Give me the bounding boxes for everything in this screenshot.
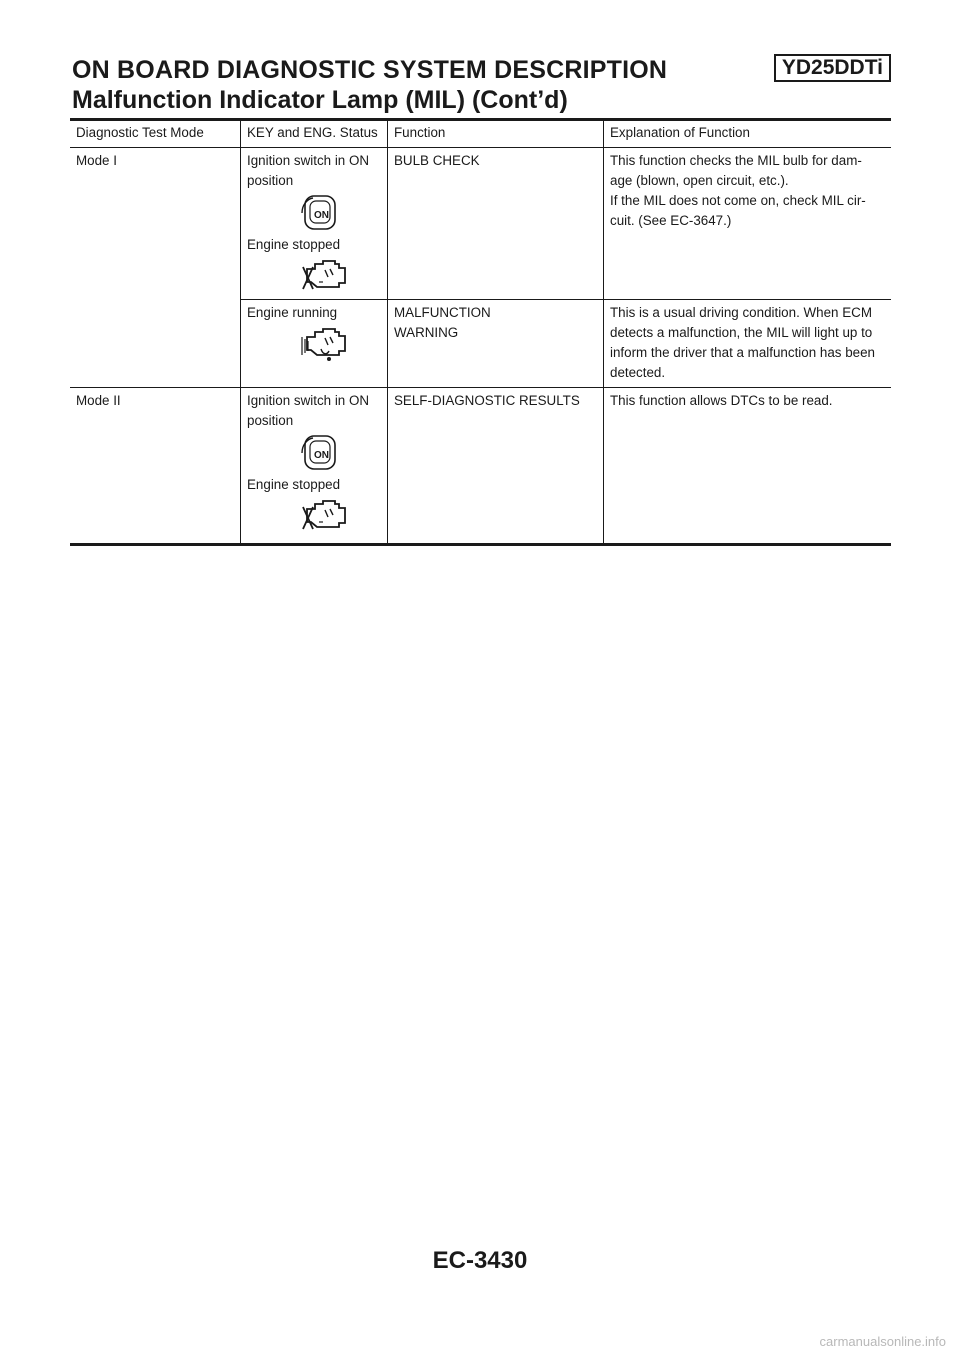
engine-stopped-icon bbox=[299, 257, 353, 293]
function-text: MALFUNCTION bbox=[394, 305, 491, 320]
site-watermark: carmanualsonline.info bbox=[819, 1334, 946, 1349]
status-text: Engine stopped bbox=[247, 237, 341, 252]
icon-on-label: ON bbox=[314, 210, 329, 221]
page-header bbox=[70, 52, 891, 118]
status-text: Engine running bbox=[247, 305, 338, 320]
status-text: Ignition switch in ON bbox=[247, 153, 370, 168]
engine-running-icon bbox=[299, 325, 353, 365]
column-header-mode: Diagnostic Test Mode bbox=[70, 120, 241, 148]
function-cell bbox=[388, 148, 604, 300]
mode-label: Mode II bbox=[76, 393, 121, 408]
engine-stopped-icon bbox=[299, 497, 353, 533]
section-title: ON BOARD DIAGNOSTIC SYSTEM DESCRIPTION bbox=[72, 56, 668, 84]
explanation-text: age (blown, open circuit, etc.). bbox=[610, 173, 789, 188]
explanation-text: detects a malfunction, the MIL will light up to bbox=[610, 325, 873, 340]
explanation-text: This is a usual driving condition. When ECM bbox=[610, 305, 872, 320]
table-row bbox=[70, 388, 891, 545]
function-text: SELF-DIAGNOSTIC RESULTS bbox=[394, 393, 580, 408]
diagnostic-mode-table bbox=[70, 120, 891, 546]
explanation-cell bbox=[604, 148, 892, 300]
status-cell bbox=[241, 388, 388, 545]
table-row bbox=[70, 148, 891, 300]
explanation-text: This function allows DTCs to be read. bbox=[610, 393, 833, 408]
mode-cell bbox=[70, 388, 241, 545]
table-header-row bbox=[70, 120, 891, 148]
page-subtitle: Malfunction Indicator Lamp (MIL) (Cont’d) bbox=[72, 86, 568, 114]
function-text: BULB CHECK bbox=[394, 153, 480, 168]
explanation-text: If the MIL does not come on, check MIL cir- bbox=[610, 193, 866, 208]
explanation-text: This function checks the MIL bulb for dam- bbox=[610, 153, 862, 168]
icon-on-label: ON bbox=[314, 450, 329, 461]
ignition-key-on-icon bbox=[299, 433, 343, 473]
status-cell bbox=[241, 300, 388, 388]
engine-code-badge: YD25DDTi bbox=[774, 54, 891, 82]
mode-cell bbox=[70, 148, 241, 388]
explanation-cell bbox=[604, 388, 892, 545]
explanation-text: detected. bbox=[610, 365, 666, 380]
column-header-function: Function bbox=[388, 120, 604, 148]
explanation-text: inform the driver that a malfunction has been bbox=[610, 345, 875, 360]
status-text: position bbox=[247, 413, 294, 428]
status-text: Ignition switch in ON bbox=[247, 393, 370, 408]
function-text: WARNING bbox=[394, 325, 459, 340]
status-text: position bbox=[247, 173, 294, 188]
column-header-explanation: Explanation of Function bbox=[604, 120, 892, 148]
page-number: EC-3430 bbox=[432, 1247, 528, 1274]
status-cell bbox=[241, 148, 388, 300]
status-text: Engine stopped bbox=[247, 477, 341, 492]
column-header-status: KEY and ENG. Status bbox=[241, 120, 388, 148]
mode-label: Mode I bbox=[76, 153, 117, 168]
function-cell bbox=[388, 388, 604, 545]
ignition-key-on-icon bbox=[299, 193, 343, 233]
explanation-text: cuit. (See EC-3647.) bbox=[610, 213, 732, 228]
explanation-cell bbox=[604, 300, 892, 388]
function-cell bbox=[388, 300, 604, 388]
